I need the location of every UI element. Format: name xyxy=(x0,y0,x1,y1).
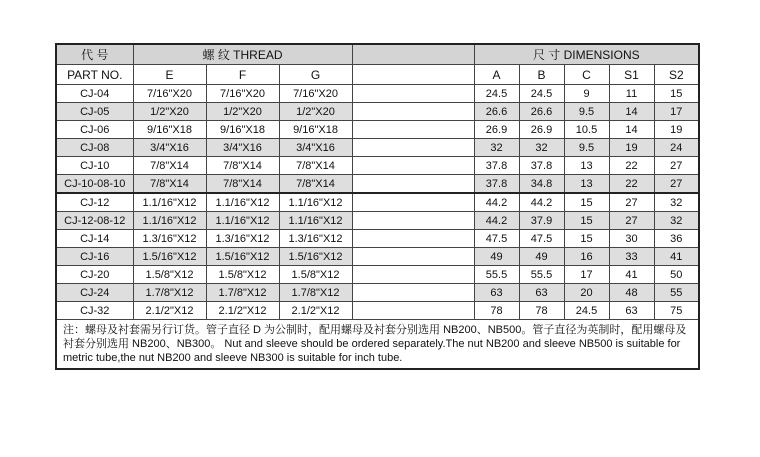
cell-f: 2.1/2"X12 xyxy=(206,302,279,320)
cell-a: 24.5 xyxy=(474,85,519,103)
cell-part: CJ-05 xyxy=(56,103,133,121)
header-col-s1: S1 xyxy=(609,65,654,85)
cell-b: 44.2 xyxy=(519,193,564,212)
cell-a: 44.2 xyxy=(474,193,519,212)
cell-part: CJ-06 xyxy=(56,121,133,139)
cell-part: CJ-14 xyxy=(56,230,133,248)
blank-cell xyxy=(352,85,474,103)
cell-e: 9/16"X18 xyxy=(133,121,206,139)
cell-part: CJ-12 xyxy=(56,193,133,212)
cell-b: 32 xyxy=(519,139,564,157)
blank-cell xyxy=(352,103,474,121)
cell-g: 7/8"X14 xyxy=(279,157,352,175)
cell-g: 1.7/8"X12 xyxy=(279,284,352,302)
blank-cell xyxy=(352,121,474,139)
cell-g: 1.5/8"X12 xyxy=(279,266,352,284)
cell-c: 9 xyxy=(564,85,609,103)
cell-s1: 33 xyxy=(609,248,654,266)
cell-s2: 41 xyxy=(654,248,699,266)
cell-part: CJ-10-08-10 xyxy=(56,175,133,194)
cell-f: 1/2"X20 xyxy=(206,103,279,121)
cell-b: 37.8 xyxy=(519,157,564,175)
cell-e: 1.7/8"X12 xyxy=(133,284,206,302)
table-row xyxy=(56,193,699,212)
header-col-f: F xyxy=(206,65,279,85)
cell-e: 3/4"X16 xyxy=(133,139,206,157)
header-sub-blank xyxy=(352,65,474,85)
cell-g: 1.3/16"X12 xyxy=(279,230,352,248)
note-row xyxy=(56,320,699,370)
cell-s2: 75 xyxy=(654,302,699,320)
cell-e: 2.1/2"X12 xyxy=(133,302,206,320)
blank-cell xyxy=(352,139,474,157)
cell-b: 78 xyxy=(519,302,564,320)
cell-part: CJ-04 xyxy=(56,85,133,103)
cell-g: 7/8"X14 xyxy=(279,175,352,194)
cell-b: 37.9 xyxy=(519,212,564,230)
blank-cell xyxy=(352,157,474,175)
cell-s1: 14 xyxy=(609,103,654,121)
cell-a: 26.6 xyxy=(474,103,519,121)
cell-f: 1.5/16"X12 xyxy=(206,248,279,266)
cell-b: 49 xyxy=(519,248,564,266)
table-row xyxy=(56,139,699,157)
cell-g: 1.1/16"X12 xyxy=(279,212,352,230)
cell-s2: 15 xyxy=(654,85,699,103)
cell-b: 26.6 xyxy=(519,103,564,121)
cell-f: 1.7/8"X12 xyxy=(206,284,279,302)
blank-cell xyxy=(352,230,474,248)
table-row xyxy=(56,266,699,284)
cell-a: 32 xyxy=(474,139,519,157)
cell-g: 7/16"X20 xyxy=(279,85,352,103)
cell-s1: 48 xyxy=(609,284,654,302)
cell-f: 1.1/16"X12 xyxy=(206,193,279,212)
header-dimensions: 尺 寸 DIMENSIONS xyxy=(474,44,699,65)
table-row xyxy=(56,157,699,175)
cell-part: CJ-08 xyxy=(56,139,133,157)
cell-e: 7/8"X14 xyxy=(133,175,206,194)
cell-s1: 63 xyxy=(609,302,654,320)
cell-s2: 27 xyxy=(654,157,699,175)
table-row xyxy=(56,230,699,248)
cell-g: 2.1/2"X12 xyxy=(279,302,352,320)
cell-e: 1.1/16"X12 xyxy=(133,212,206,230)
cell-part: CJ-32 xyxy=(56,302,133,320)
blank-cell xyxy=(352,193,474,212)
header-col-b: B xyxy=(519,65,564,85)
cell-s1: 11 xyxy=(609,85,654,103)
cell-part: CJ-12-08-12 xyxy=(56,212,133,230)
cell-c: 20 xyxy=(564,284,609,302)
cell-b: 47.5 xyxy=(519,230,564,248)
cell-a: 49 xyxy=(474,248,519,266)
cell-f: 1.5/8"X12 xyxy=(206,266,279,284)
cell-b: 24.5 xyxy=(519,85,564,103)
cell-e: 7/16"X20 xyxy=(133,85,206,103)
table-row xyxy=(56,302,699,320)
spec-table xyxy=(55,43,700,370)
cell-s1: 27 xyxy=(609,212,654,230)
cell-c: 24.5 xyxy=(564,302,609,320)
cell-f: 7/8"X14 xyxy=(206,175,279,194)
cell-f: 1.3/16"X12 xyxy=(206,230,279,248)
table-row xyxy=(56,175,699,194)
cell-s1: 41 xyxy=(609,266,654,284)
cell-c: 10.5 xyxy=(564,121,609,139)
cell-g: 3/4"X16 xyxy=(279,139,352,157)
blank-cell xyxy=(352,284,474,302)
cell-c: 13 xyxy=(564,157,609,175)
cell-g: 9/16"X18 xyxy=(279,121,352,139)
cell-part: CJ-10 xyxy=(56,157,133,175)
header-col-s2: S2 xyxy=(654,65,699,85)
cell-part: CJ-24 xyxy=(56,284,133,302)
cell-s1: 14 xyxy=(609,121,654,139)
cell-e: 1.1/16"X12 xyxy=(133,193,206,212)
cell-a: 47.5 xyxy=(474,230,519,248)
cell-e: 1.5/8"X12 xyxy=(133,266,206,284)
cell-f: 3/4"X16 xyxy=(206,139,279,157)
cell-c: 9.5 xyxy=(564,139,609,157)
cell-f: 7/8"X14 xyxy=(206,157,279,175)
cell-s1: 27 xyxy=(609,193,654,212)
cell-a: 37.8 xyxy=(474,175,519,194)
cell-g: 1.1/16"X12 xyxy=(279,193,352,212)
cell-s1: 22 xyxy=(609,175,654,194)
cell-s2: 27 xyxy=(654,175,699,194)
cell-s2: 24 xyxy=(654,139,699,157)
cell-s2: 50 xyxy=(654,266,699,284)
table-row xyxy=(56,284,699,302)
cell-a: 63 xyxy=(474,284,519,302)
cell-c: 15 xyxy=(564,230,609,248)
cell-c: 16 xyxy=(564,248,609,266)
cell-s2: 55 xyxy=(654,284,699,302)
cell-s2: 32 xyxy=(654,193,699,212)
table-row xyxy=(56,103,699,121)
header-row-sub xyxy=(56,65,699,85)
table-row xyxy=(56,85,699,103)
cell-c: 17 xyxy=(564,266,609,284)
header-col-g: G xyxy=(279,65,352,85)
cell-a: 37.8 xyxy=(474,157,519,175)
table-row xyxy=(56,121,699,139)
cell-c: 13 xyxy=(564,175,609,194)
cell-f: 1.1/16"X12 xyxy=(206,212,279,230)
header-col-a: A xyxy=(474,65,519,85)
header-code-cn: 代 号 xyxy=(56,44,133,65)
header-col-e: E xyxy=(133,65,206,85)
cell-c: 15 xyxy=(564,193,609,212)
table-row xyxy=(56,248,699,266)
blank-cell xyxy=(352,212,474,230)
cell-f: 9/16"X18 xyxy=(206,121,279,139)
cell-b: 26.9 xyxy=(519,121,564,139)
note-text: 注：螺母及衬套需另行订货。管子直径 D 为公制时，配用螺母及衬套分别选用 NB200、NB500。管子直径为英制时，配用螺母及衬套分别选用 NB200、NB300。 Nut and sleeve should be ordered separately.The nut NB200 and sleeve NB500 is suitable for metric tube,the nut NB200 and sleeve NB300 is suitable for inch tube. xyxy=(56,320,699,370)
cell-s1: 19 xyxy=(609,139,654,157)
header-col-c: C xyxy=(564,65,609,85)
cell-s2: 17 xyxy=(654,103,699,121)
blank-cell xyxy=(352,302,474,320)
cell-part: CJ-20 xyxy=(56,266,133,284)
cell-s2: 36 xyxy=(654,230,699,248)
header-thread: 螺 纹 THREAD xyxy=(133,44,352,65)
cell-b: 63 xyxy=(519,284,564,302)
cell-b: 34.8 xyxy=(519,175,564,194)
cell-e: 1.5/16"X12 xyxy=(133,248,206,266)
cell-a: 26.9 xyxy=(474,121,519,139)
cell-e: 7/8"X14 xyxy=(133,157,206,175)
cell-e: 1/2"X20 xyxy=(133,103,206,121)
table-row xyxy=(56,212,699,230)
cell-e: 1.3/16"X12 xyxy=(133,230,206,248)
blank-cell xyxy=(352,266,474,284)
header-row-top xyxy=(56,44,699,65)
cell-g: 1.5/16"X12 xyxy=(279,248,352,266)
cell-s1: 30 xyxy=(609,230,654,248)
cell-s2: 32 xyxy=(654,212,699,230)
cell-a: 44.2 xyxy=(474,212,519,230)
blank-cell xyxy=(352,175,474,194)
header-part-no: PART NO. xyxy=(56,65,133,85)
cell-part: CJ-16 xyxy=(56,248,133,266)
cell-s1: 22 xyxy=(609,157,654,175)
header-blank xyxy=(352,44,474,65)
cell-a: 55.5 xyxy=(474,266,519,284)
cell-a: 78 xyxy=(474,302,519,320)
cell-g: 1/2"X20 xyxy=(279,103,352,121)
cell-c: 9.5 xyxy=(564,103,609,121)
cell-c: 15 xyxy=(564,212,609,230)
cell-s2: 19 xyxy=(654,121,699,139)
blank-cell xyxy=(352,248,474,266)
cell-f: 7/16"X20 xyxy=(206,85,279,103)
cell-b: 55.5 xyxy=(519,266,564,284)
